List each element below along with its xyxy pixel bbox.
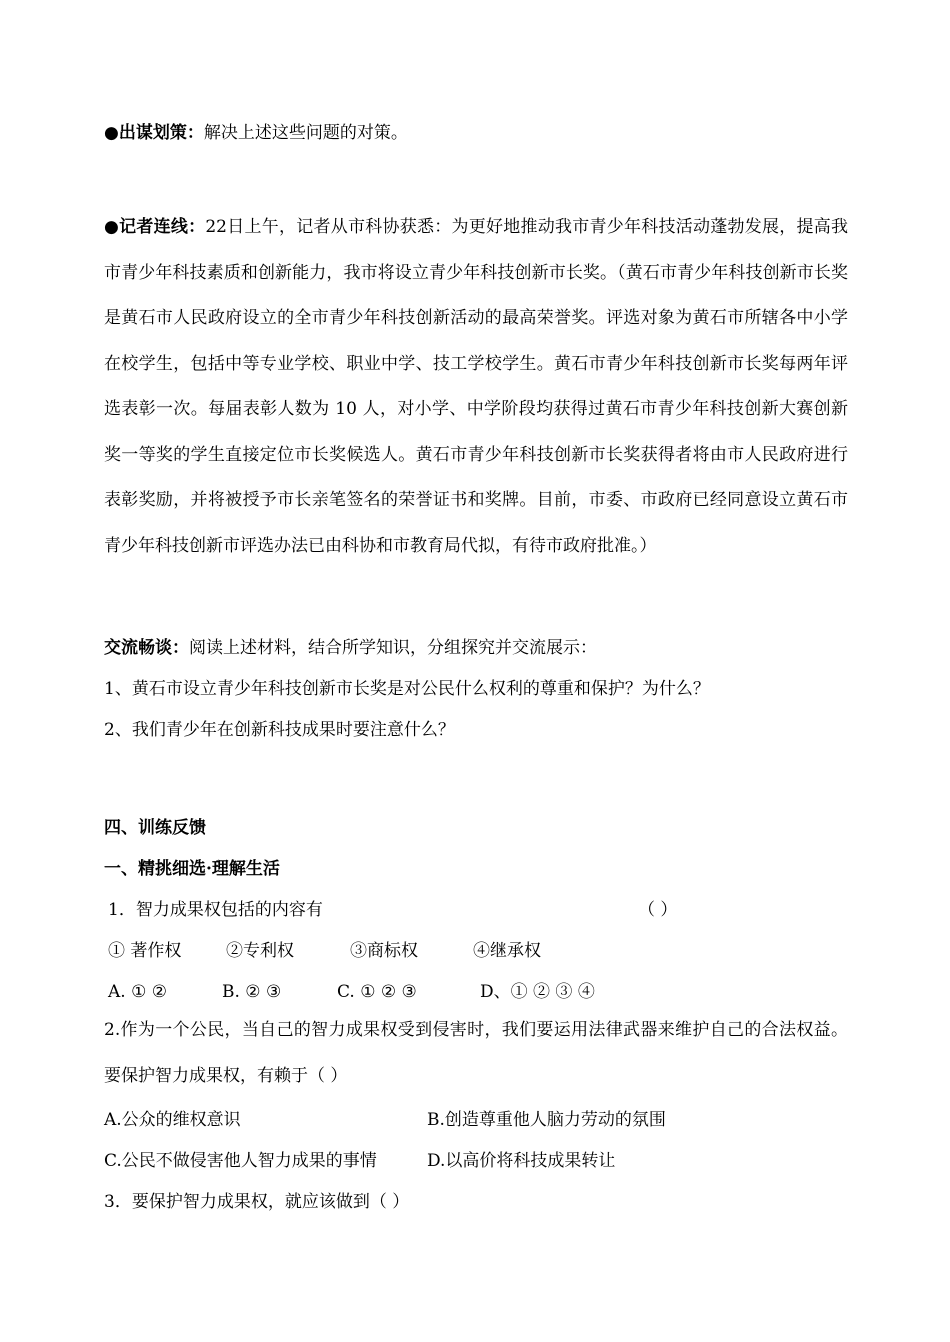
question-2-stem: 2.作为一个公民，当自己的智力成果权受到侵害时，我们要运用法律武器来维护自己的合法权益。要保护智力成果权，有赖于（ ）: [104, 1020, 848, 1086]
strategy-line: [104, 121, 408, 145]
question-1-item-3: ③商标权: [350, 941, 418, 961]
reporter-label: ●记者连线：: [104, 217, 206, 237]
reporter-paragraph: [104, 205, 848, 569]
exchange-label: 交流畅谈：: [104, 638, 189, 658]
question-1-option-b: B. ② ③: [222, 982, 282, 1002]
exchange-text: 阅读上述材料，结合所学知识，分组探究并交流展示：: [189, 638, 597, 658]
strategy-label: ●出谋划策：: [104, 123, 204, 143]
question-1-item-4: ④继承权: [473, 941, 541, 961]
question-1-option-c: C. ① ② ③: [337, 982, 417, 1002]
question-2-option-b: B.创造尊重他人脑力劳动的氛围: [427, 1110, 666, 1130]
question-1-option-d: D、① ② ③ ④: [480, 982, 595, 1002]
exchange-question-2: 2、我们青少年在创新科技成果时要注意什么？: [104, 720, 455, 740]
question-2-option-c: C.公民不做侵害他人智力成果的事情: [104, 1151, 377, 1171]
question-2-option-a: A.公众的维权意识: [104, 1110, 241, 1130]
question-1-option-a: A. ① ②: [108, 982, 167, 1002]
reporter-text: 22日上午，记者从市科协获悉：为更好地推动我市青少年科技活动蓬勃发展，提高我市青少年科技素质和创新能力，我市将设立青少年科技创新市长奖。（黄石市青少年科技创新市长奖是黄石市人民政府设立的全市青少年科技创新活动的最高荣誉奖。评选对象为黄石市所辖各中小学在校学生，包括中等专业学校、职业中学、技工学校学生。黄石市青少年科技创新市长奖每两年评选表彰一次。每届表彰人数为 10 人，对小学、中学阶段均获得过黄石市青少年科技创新大赛创新奖一等奖的学生直接定位市长奖候选人。黄石市青少年科技创新市长奖获得者将由市人民政府进行表彰奖励，并将被授予市长亲笔签名的荣誉证书和奖牌。目前，市委、市政府已经同意设立黄石市青少年科技创新市评选办法已由科协和市教育局代拟，有待市政府批准。）: [104, 217, 848, 556]
strategy-text: 解决上述这些问题的对策。: [203, 123, 408, 143]
question-1-item-1: ① 著作权: [108, 941, 182, 961]
question-1-stem: 1．智力成果权包括的内容有: [108, 900, 323, 920]
question-1-item-2: ②专利权: [226, 941, 294, 961]
section-title: 四、训练反馈: [104, 818, 206, 838]
exchange-question-1: 1、黄石市设立青少年科技创新市长奖是对公民什么权利的尊重和保护？为什么？: [104, 679, 710, 699]
exchange-line: [104, 636, 597, 660]
question-3-stem: 3．要保护智力成果权，就应该做到（ ）: [104, 1192, 410, 1212]
question-1-blank: （ ）: [638, 900, 678, 920]
section-subtitle: 一、精挑细选·理解生活: [104, 859, 280, 879]
question-2-option-d: D.以高价将科技成果转让: [427, 1151, 616, 1171]
